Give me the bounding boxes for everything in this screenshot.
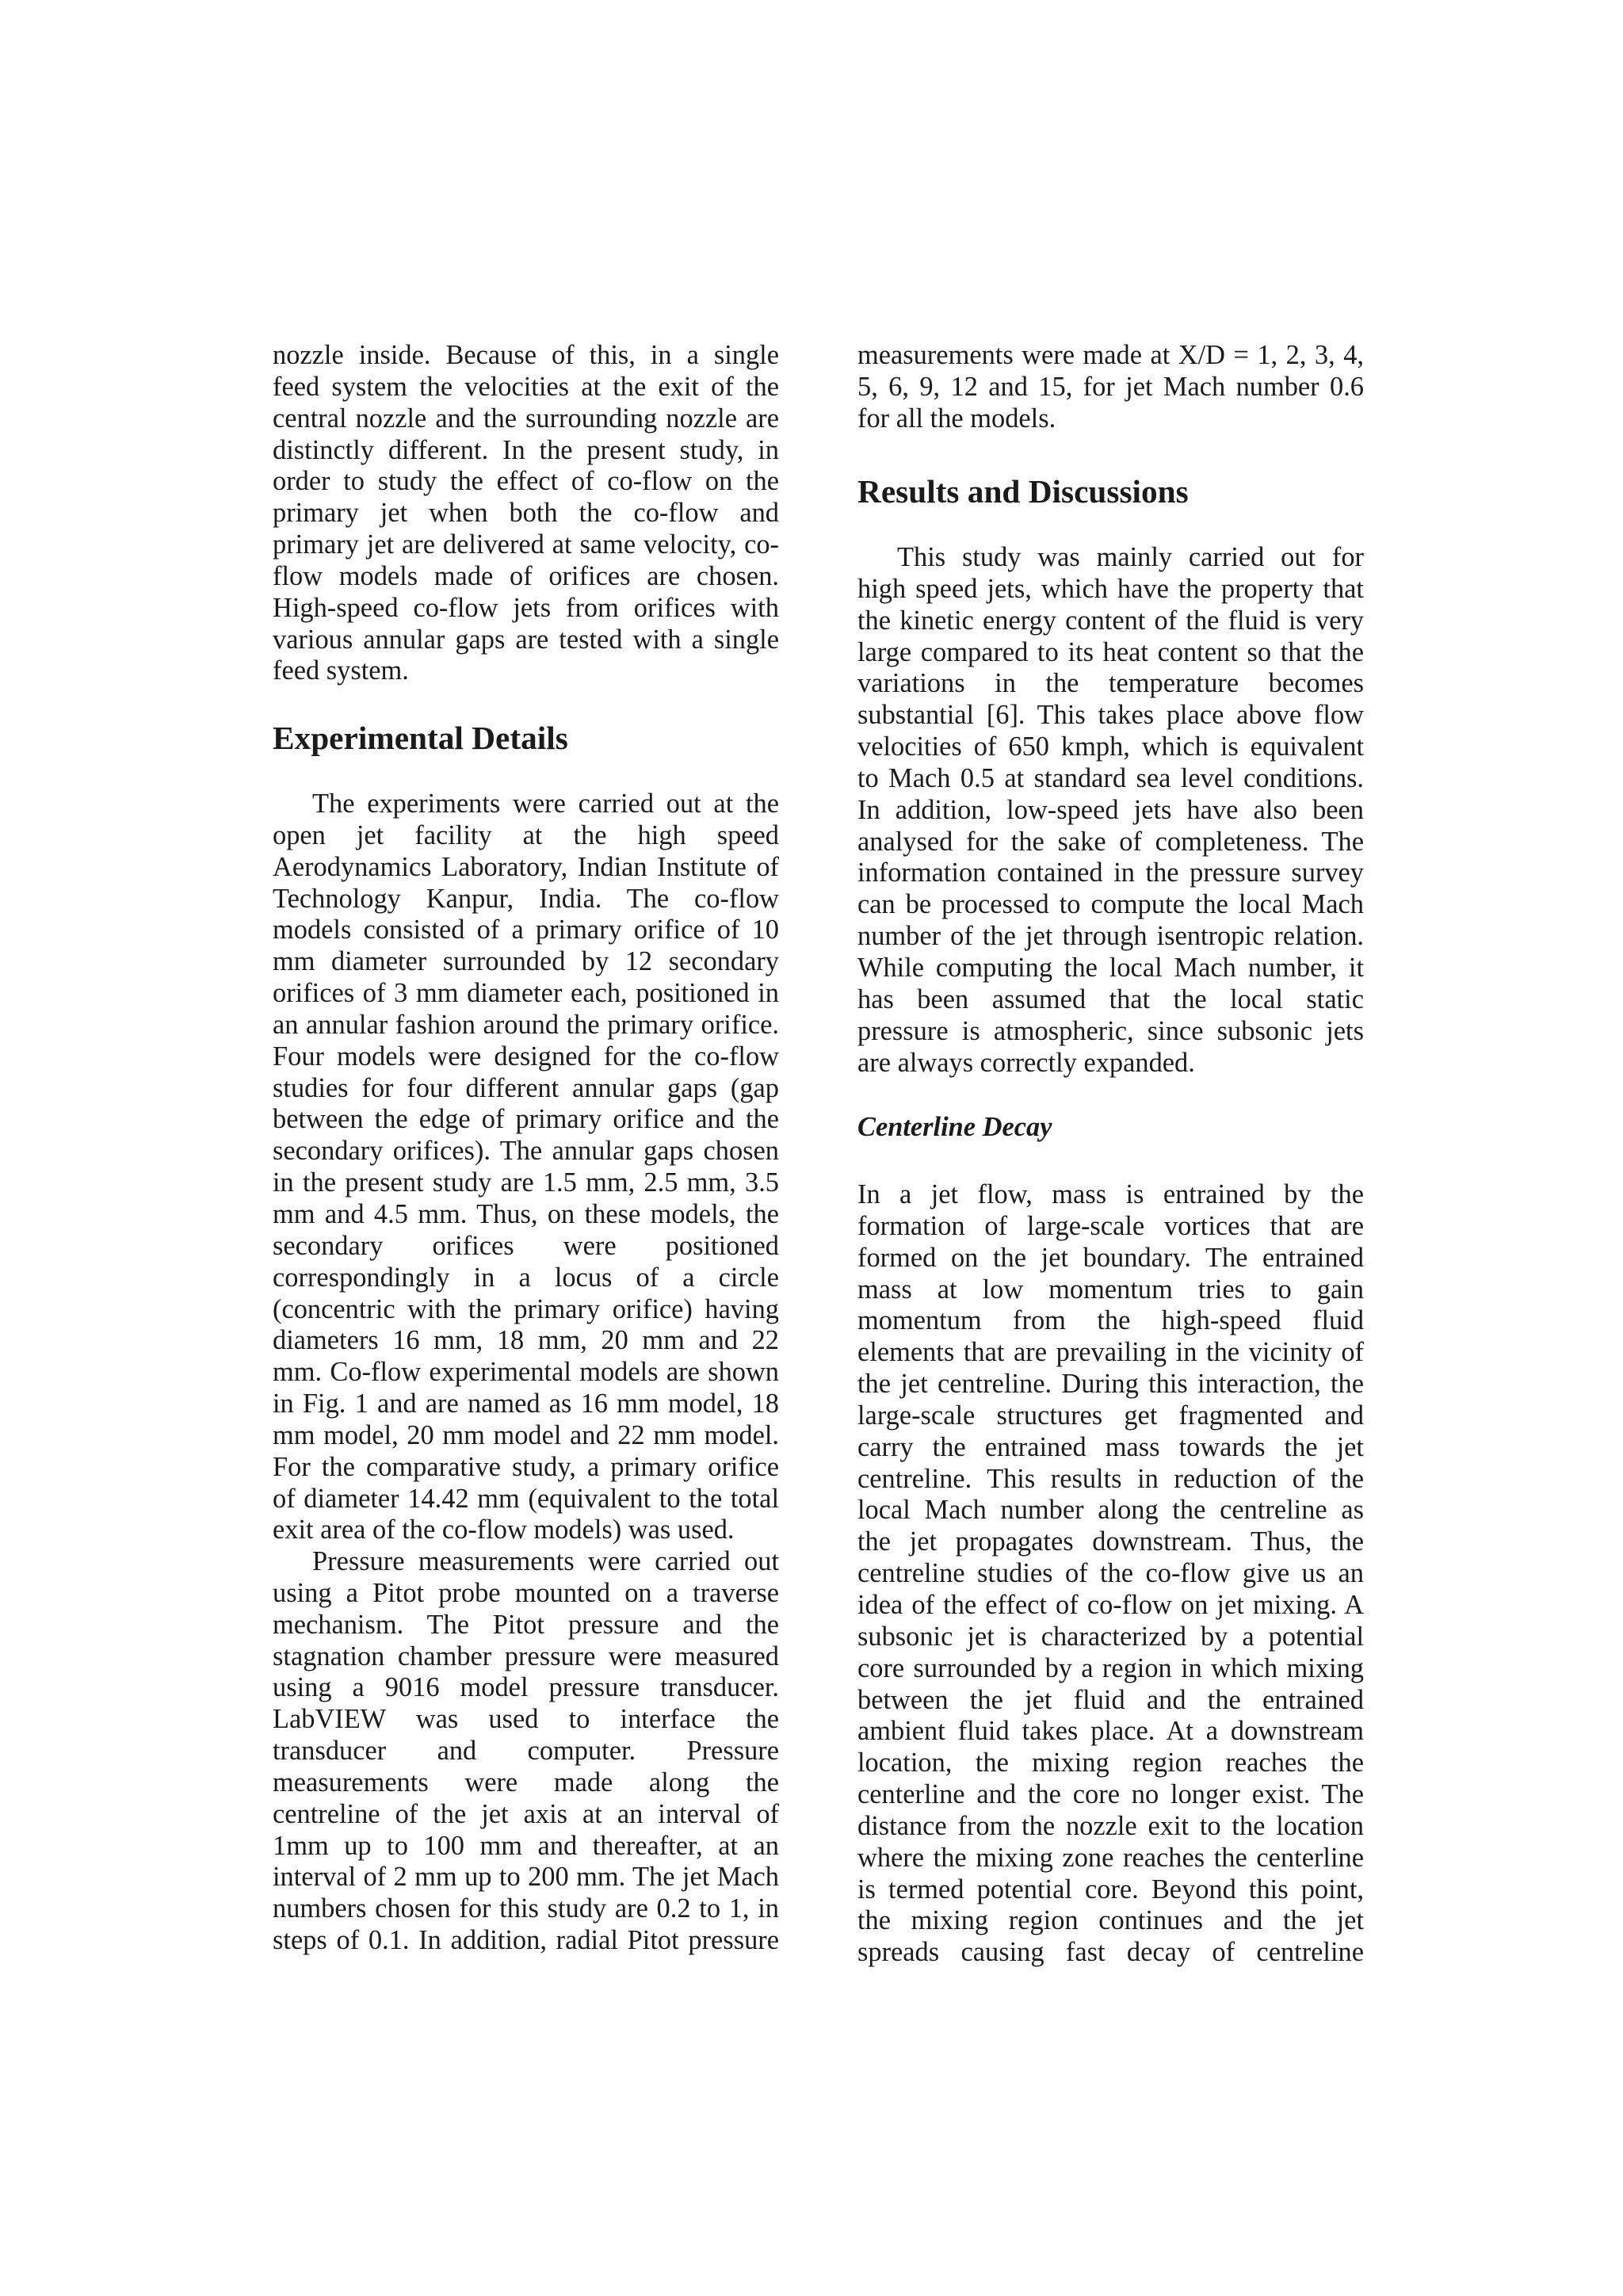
text-line: substantial [6]. This takes place above flow — [857, 700, 1364, 731]
text-line: information contained in the pressure survey — [857, 858, 1364, 888]
text-line: centerline and the core no longer exist. The — [857, 1779, 1364, 1810]
text-line: velocities of 650 kmph, which is equivalent — [857, 732, 1364, 762]
text-line: number of the jet through isentropic relation. — [857, 921, 1364, 952]
text-line: is termed potential core. Beyond this point, — [857, 1874, 1364, 1904]
subsection-heading-centerline-decay: Centerline Decay — [857, 1112, 1052, 1142]
text-line: exit area of the co-flow models) was used. — [273, 1515, 735, 1545]
text-line: For the comparative study, a primary orifice — [273, 1451, 779, 1482]
text-line: open jet facility at the high speed — [273, 819, 779, 850]
text-line: In addition, low-speed jets have also been — [857, 794, 1364, 825]
text-line: in the present study are 1.5 mm, 2.5 mm, 3.5 — [273, 1167, 779, 1198]
text-line: orifices of 3 mm diameter each, positioned in — [273, 978, 779, 1009]
text-line: flow models made of orifices are chosen. — [273, 560, 779, 591]
text-line: in Fig. 1 and are named as 16 mm model, 18 — [273, 1389, 779, 1419]
text-line: elements that are prevailing in the vicinity of — [857, 1337, 1364, 1368]
paragraph-experiments — [273, 789, 779, 1546]
right-column — [857, 0, 1364, 2296]
text-line: 5, 6, 9, 12 and 15, for jet Mach number 0.6 — [857, 371, 1364, 402]
text-line: to Mach 0.5 at standard sea level conditions. — [857, 762, 1364, 793]
text-line: stagnation chamber pressure were measured — [273, 1641, 779, 1671]
text-line: diameters 16 mm, 18 mm, 20 mm and 22 — [273, 1325, 779, 1356]
text-line: feed system. — [273, 655, 409, 686]
text-line: correspondingly in a locus of a circle — [273, 1262, 779, 1293]
text-line: order to study the effect of co-flow on the — [273, 466, 779, 497]
text-line: formed on the jet boundary. The entrained — [857, 1242, 1364, 1273]
text-line: interval of 2 mm up to 200 mm. The jet Mach — [273, 1862, 779, 1893]
text-line: distance from the nozzle exit to the location — [857, 1810, 1364, 1841]
text-line: where the mixing zone reaches the centerline — [857, 1842, 1364, 1873]
text-line: spreads causing fast decay of centreline — [857, 1937, 1364, 1968]
text-line: mm model, 20 mm model and 22 mm model. — [273, 1419, 779, 1450]
text-line: steps of 0.1. In addition, radial Pitot pressure — [273, 1925, 779, 1956]
text-line: models consisted of a primary orifice of 10 — [273, 915, 779, 946]
paragraph-measurements-continued — [857, 340, 1364, 435]
text-line: mm and 4.5 mm. Thus, on these models, the — [273, 1198, 779, 1229]
text-line: Four models were designed for the co-flow — [273, 1041, 779, 1072]
text-line: measurements were made at X/D = 1, 2, 3, 4, — [857, 340, 1364, 370]
text-line: secondary orifices). The annular gaps chosen — [273, 1136, 779, 1167]
text-line: central nozzle and the surrounding nozzle are — [273, 403, 779, 434]
text-line: using a Pitot probe mounted on a traverse — [273, 1577, 779, 1608]
text-line: pressure is atmospheric, since subsonic jets — [857, 1015, 1364, 1046]
text-line: variations in the temperature becomes — [857, 668, 1364, 699]
text-line: location, the mixing region reaches the — [857, 1748, 1364, 1778]
text-line: mass at low momentum tries to gain — [857, 1274, 1364, 1305]
paragraph-intro-continued — [273, 340, 779, 687]
text-line: large-scale structures get fragmented and — [857, 1400, 1364, 1431]
text-line: mechanism. The Pitot pressure and the — [273, 1609, 779, 1640]
text-line: are always correctly expanded. — [857, 1047, 1195, 1078]
text-line: studies for four different annular gaps (gap — [273, 1072, 779, 1103]
text-line: using a 9016 model pressure transducer. — [273, 1672, 779, 1703]
text-line: idea of the effect of co-flow on jet mixing. A — [857, 1589, 1364, 1620]
text-line: various annular gaps are tested with a single — [273, 624, 779, 655]
text-line: nozzle inside. Because of this, in a single — [273, 340, 779, 370]
text-line: the jet centreline. During this interaction, the — [857, 1369, 1364, 1400]
text-line: measurements were made along the — [273, 1767, 779, 1797]
text-line: The experiments were carried out at the — [312, 789, 779, 819]
text-line: an annular fashion around the primary orifice. — [273, 1009, 779, 1040]
section-heading-results-and-discussions: Results and Discussions — [857, 473, 1189, 510]
text-line: High-speed co-flow jets from orifices with — [273, 592, 779, 623]
text-line: (concentric with the primary orifice) having — [273, 1293, 779, 1324]
text-line: between the edge of primary orifice and the — [273, 1104, 779, 1135]
text-line: feed system the velocities at the exit of the — [273, 371, 779, 402]
text-line: In a jet flow, mass is entrained by the — [857, 1179, 1364, 1209]
text-line: distinctly different. In the present study, in — [273, 434, 779, 465]
text-line: between the jet fluid and the entrained — [857, 1684, 1364, 1715]
text-line: secondary orifices were positioned — [273, 1230, 779, 1261]
text-line: 1mm up to 100 mm and thereafter, at an — [273, 1830, 779, 1861]
left-column — [273, 0, 779, 2296]
text-line: can be processed to compute the local Mach — [857, 889, 1364, 920]
section-heading-experimental-details: Experimental Details — [273, 720, 568, 756]
text-line: numbers chosen for this study are 0.2 to 1, in — [273, 1893, 779, 1924]
text-line: primary jet when both the co-flow and — [273, 498, 779, 529]
text-line: Technology Kanpur, India. The co-flow — [273, 883, 779, 914]
text-line: transducer and computer. Pressure — [273, 1736, 779, 1767]
text-line: mm diameter surrounded by 12 secondary — [273, 946, 779, 977]
text-line: local Mach number along the centreline as — [857, 1495, 1364, 1526]
text-line: analysed for the sake of completeness. The — [857, 826, 1364, 857]
text-line: Pressure measurements were carried out — [312, 1546, 779, 1576]
text-line: the jet propagates downstream. Thus, the — [857, 1526, 1364, 1557]
text-line: Aerodynamics Laboratory, Indian Institute of — [273, 851, 779, 882]
text-line: mm. Co-flow experimental models are shown — [273, 1357, 779, 1388]
text-line: large compared to its heat content so that the — [857, 636, 1364, 667]
paragraph-study — [857, 542, 1364, 1079]
text-line: core surrounded by a region in which mixing — [857, 1652, 1364, 1683]
text-line: has been assumed that the local static — [857, 984, 1364, 1014]
text-line: centreline of the jet axis at an interval of — [273, 1798, 779, 1829]
text-line: for all the models. — [857, 403, 1056, 434]
paragraph-pressure-measurements — [273, 1546, 779, 1957]
text-line: high speed jets, which have the property that — [857, 573, 1364, 604]
paragraph-jet-flow — [857, 1179, 1364, 1969]
text-line: carry the entrained mass towards the jet — [857, 1431, 1364, 1462]
text-line: subsonic jet is characterized by a potential — [857, 1621, 1364, 1652]
text-line: LabVIEW was used to interface the — [273, 1704, 779, 1735]
text-line: While computing the local Mach number, it — [857, 952, 1364, 983]
text-line: ambient fluid takes place. At a downstream — [857, 1716, 1364, 1747]
text-line: primary jet are delivered at same velocity, co- — [273, 529, 779, 560]
text-line: of diameter 14.42 mm (equivalent to the total — [273, 1483, 779, 1514]
text-line: formation of large-scale vortices that are — [857, 1210, 1364, 1241]
text-line: momentum from the high-speed fluid — [857, 1305, 1364, 1336]
text-line: centreline. This results in reduction of the — [857, 1463, 1364, 1494]
text-line: the mixing region continues and the jet — [857, 1905, 1364, 1936]
text-line: This study was mainly carried out for — [897, 542, 1364, 572]
text-line: centreline studies of the co-flow give us an — [857, 1558, 1364, 1589]
text-line: the kinetic energy content of the fluid is very — [857, 605, 1364, 636]
